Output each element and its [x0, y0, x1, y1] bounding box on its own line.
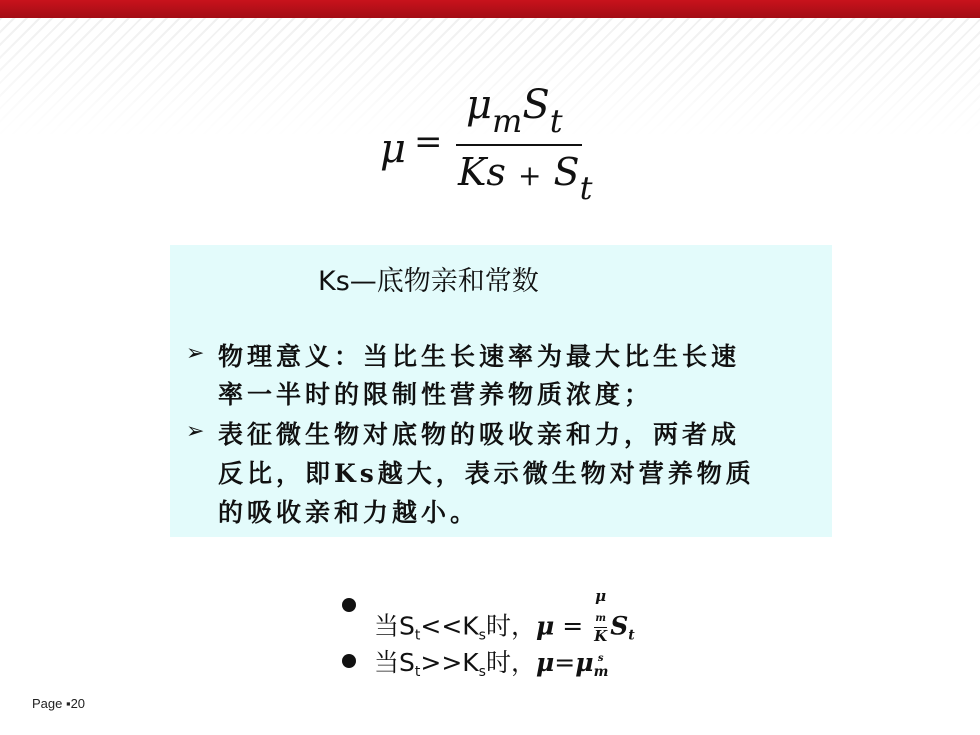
b1-tail-sub: t — [628, 627, 635, 644]
point1-line2: 率一半时的限制性营养物质浓度； — [218, 380, 654, 409]
b1-frac-den-sub: s — [597, 653, 604, 664]
numerator-s-sub: t — [549, 102, 563, 140]
point2-line1: 表征微生物对底物的吸收亲和力，两者成 — [218, 420, 741, 449]
b1-middle: <<K — [420, 611, 479, 641]
top-red-bar — [0, 0, 980, 18]
point2-line2: 反比，即Ks越大，表示微生物对营养物质 — [218, 459, 755, 488]
b2-rhs-mu: μ — [575, 648, 594, 677]
bullet-dot-icon — [342, 654, 356, 668]
point1-line1: 物理意义：当比生长速率为最大比生长速 — [218, 342, 741, 371]
arrow-bullet-icon: ➢ — [186, 341, 205, 366]
denominator-ks: Ks — [458, 150, 506, 194]
page-number: Page ▪20 — [32, 696, 86, 711]
numerator-s: S — [522, 82, 550, 128]
panel-title: Ks—底物亲和常数 — [318, 266, 539, 297]
b1-mu: μ — [535, 611, 555, 641]
numerator-mu: μ — [466, 82, 492, 128]
b1-s-sub: t — [414, 627, 421, 644]
formula-lhs-mu: μ — [380, 126, 406, 172]
b2-suffix: 时， — [485, 648, 536, 677]
point2-line3: 的吸收亲和力越小。 — [218, 498, 480, 527]
b2-prefix: 当S — [374, 648, 415, 677]
formula-numerator — [466, 82, 563, 140]
b1-tail-s: S — [610, 611, 629, 641]
denominator-s-sub: t — [579, 169, 593, 207]
b2-s-sub: t — [414, 664, 421, 680]
b2-middle: >>K — [420, 648, 479, 677]
b2-mu: μ — [535, 648, 555, 677]
formula-equals: = — [414, 122, 443, 162]
formula-denominator — [458, 150, 592, 207]
b1-suffix: 时， — [485, 611, 536, 641]
b2-rhs-sub: m — [593, 664, 609, 680]
b1-k-sub: s — [478, 627, 486, 644]
numerator-mu-sub: m — [492, 102, 523, 140]
bullet-line-2 — [374, 643, 608, 680]
b2-equals: = — [554, 648, 576, 677]
fraction-bar — [456, 144, 582, 146]
b2-k-sub: s — [478, 664, 486, 680]
b1-frac-num-mu: μ — [595, 587, 607, 605]
monod-formula — [380, 82, 610, 212]
b1-frac-num — [594, 588, 607, 628]
bullet-dot-icon — [342, 598, 356, 612]
b1-prefix: 当S — [374, 611, 415, 641]
b1-frac-den-k: K — [594, 627, 608, 645]
denominator-s: S — [553, 150, 580, 194]
denominator-plus: + — [517, 159, 542, 192]
b1-frac-num-sub: m — [595, 613, 606, 624]
definition-panel — [170, 245, 832, 537]
b1-equals: = — [554, 611, 592, 641]
arrow-bullet-icon: ➢ — [186, 419, 205, 444]
